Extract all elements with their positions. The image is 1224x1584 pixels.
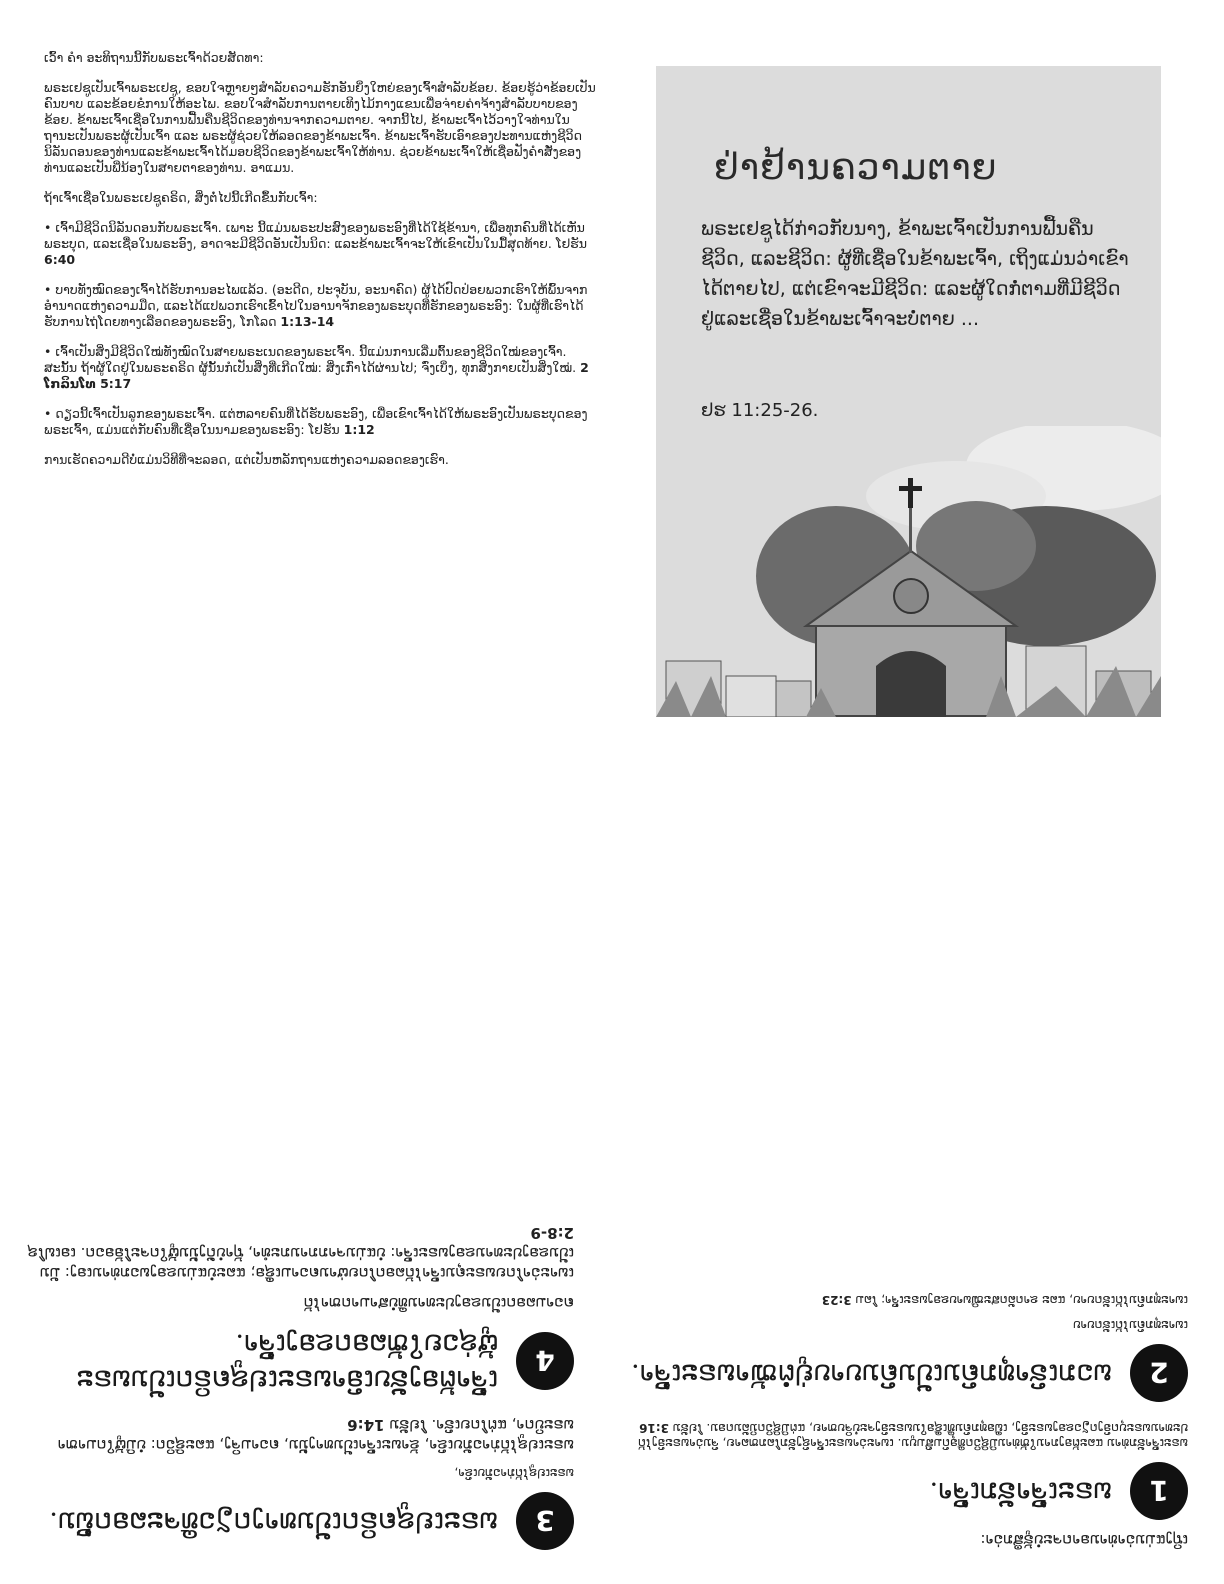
benefit-item — [44, 406, 596, 438]
step-title: ພຣະເຈົ້າຮັກເຈົ້າ. — [929, 1476, 1112, 1507]
prayer-panel — [44, 50, 596, 482]
benefit-ref: 6:40 — [44, 252, 76, 267]
benefit-text: • ດຽວນີ້ເຈົ້າເປັນລູກຂອງພຣະເຈົ້າ. ແຕ່ຫລາຍຄົນທີ່ໄດ້ຮັບພຣະອົງ, ເພື່ອເຂົາເຈົ້າໄດ້ໃຫ້ພຣະອົງເປັນພຣະບຸດຂອງພຣະເຈົ້າ, ແມ່ນແຕ່ກັບຄົນທີ່ເຊື່ອໃນນາມຂອງພຣະອົງ: ໂຢຮັນ — [44, 406, 588, 437]
step-ref: 3:23 — [821, 1293, 852, 1307]
step-1 — [628, 1420, 1188, 1550]
prayer-closing: ການເຮັດຄວາມດີບໍ່ແມ່ນວິທີທີ່ຈະລອດ, ແຕ່ເປັນຫລັກຖານແຫ່ງຄວາມລອດຂອງເຮົາ. — [44, 452, 449, 467]
benefit-item — [44, 344, 596, 392]
step-body — [22, 1415, 574, 1455]
step-body — [628, 1292, 1188, 1307]
benefit-ref: 2 ໂກລິນໂທ 5:17 — [44, 360, 589, 391]
step-number: 4 — [516, 1332, 574, 1390]
step-body-text: ເພາະວ່າໂດຍພຣະຄຸນເຈົ້າໄດ້ລອດໂດຍຜ່ານຄວາມເຊື່ອ; ແລະບໍ່ແມ່ນຂອງພວກທ່ານເອງ: ມັນເປັນຂອງປະທານຂອງພຣະເຈົ້າ: ບໍ່ແມ່ນຈາກການກະທຳ, ຖ້າບໍ່ດັ່ງນັ້ນຜູ້ໃດຈະໂອ້ອວດ. ເອເຟໂຊ — [27, 1244, 574, 1282]
steps-panel-right — [628, 820, 1188, 1550]
step-number: 3 — [516, 1492, 574, 1550]
benefit-ref: 1:13-14 — [280, 314, 335, 329]
step-body — [22, 1223, 574, 1283]
benefit-ref: 1:12 — [343, 422, 375, 437]
step-ref: 2:8-9 — [530, 1224, 574, 1242]
cover-title: ຢ່າຢ້ານຄວາມຕາຍ — [714, 147, 998, 188]
step-body — [628, 1420, 1188, 1450]
church-cemetery-photo — [656, 426, 1161, 717]
step-lead: ເພາະ​ທຸກ​ຄົນ​ໄດ້​ເຮັດ​ບາບ — [1073, 1318, 1188, 1332]
step-number: 1 — [1130, 1462, 1188, 1520]
step-2 — [628, 1292, 1188, 1402]
cover-reference: ຢຮ 11:25-26. — [701, 400, 819, 421]
benefit-text: • ບາບທັງໝົດຂອງເຈົ້າໄດ້ຮັບການອະໄພແລ້ວ. (ອະດີດ, ປະຈຸບັນ, ອະນາຄົດ) ຜູ້ໄດ້ປົດປ່ອຍພວກເຮົາໃຫ້ພົ້ນຈາກອຳນາດແຫ່ງຄວາມມືດ, ແລະໄດ້ແປພວກເຮົາເຂົ້າໄປໃນອານາຈັກຂອງພຣະບຸດທີ່ຮັກຂອງພຣະອົງ: ໃນຜູ້ທີ່ເຮົາໄດ້ຮັບການໄຖ່ໂດຍທາງເລືອດຂອງພຣະອົງ, ໂກໂລດ — [44, 282, 588, 329]
step-3 — [22, 1415, 574, 1550]
cover-verse: ພຣະເຢຊູໄດ້ກ່າວກັບນາງ, ຂ້າພະເຈົ້າເປັນການຟື້ນຄືນຊີວິດ, ແລະຊີວິດ: ຜູ້ທີ່ເຊື່ອໃນຂ້າພະເຈົ້າ, ເຖິງແມ່ນວ່າເຂົາໄດ້ຕາຍໄປ, ແຕ່ເຂົາຈະມີຊີວິດ: ແລະຜູ້ໃດກໍ່ຕາມທີ່ມີຊີວິດຢູ່ແລະເຊື່ອໃນຂ້າພະເຈົ້າຈະບໍ່ຕາຍ ... — [701, 218, 1129, 330]
step-lead: ເຖິງແມ່ນວ່າທ່ານອາດຈະບໍ່ຮູ້ສຶກວ່າ: — [980, 1531, 1188, 1549]
prayer-body: ພຣະເຢຊູເປັນເຈົ້າພຣະເຢຊູ, ຂອບໃຈຫຼາຍໆສຳລັບຄວາມຮັກອັນຍິ່ງໃຫຍ່ຂອງເຈົ້າສຳລັບຂ້ອຍ. ຂ້ອຍຮູ້ວ່າຂ້ອຍເປັນຄົນບາບ ແລະຂ້ອຍຂໍການໃຫ້ອະໄພ. ຂອບໃຈສຳລັບການຕາຍເທິງໄມ້ກາງແຂນເພື່ອຈ່າຍຄ່າຈ້າງສຳລັບບາບຂອງຂ້ອຍ. ຂ້າພະເຈົ້າເຊື່ອໃນການຟື້ນຄືນຊີວິດຂອງທ່ານຈາກຄວາມຕາຍ. ຈາກນີ້ໄປ, ຂ້າພະເຈົ້າໄວ້ວາງໃຈທ່ານໃນຖານະເປັນພຣະຜູ້ເປັນເຈົ້າ ແລະ ພຣະຜູ້ຊ່ວຍໃຫ້ລອດຂອງຂ້າພະເຈົ້າ. ຂ້າພະເຈົ້າຮັບເອົາຂອງປະທານແຫ່ງຊີວິດນິລັນດອນຂອງທ່ານແລະຂ້າພະເຈົ້າໄດ້ມອບຊີວິດຂອງຂ້າພະເຈົ້າໃຫ້ທ່ານ. ຊ່ວຍຂ້າພະເຈົ້າໃຫ້ເຊື່ອຟັງຄຳສັ່ງຂອງທ່ານແລະເປັນພີ່ນ້ອງໃນສາຍຕາຂອງທ່ານ. ອາແມນ. — [44, 80, 596, 175]
step-title: ພຣະເຢຊູຄຣິດເປັນທາງດຽວທີ່ຈະລອດພົ້ນ. — [49, 1506, 498, 1537]
benefit-text: • ເຈົ້າມີຊີວິດນິລັນດອນກັບພຣະເຈົ້າ. ເພາະ ນີ້ແມ່ນພຣະປະສົງຂອງພຣະອົງທີ່ໄດ້ໃຊ້ຂ້ານາ, ເພື່ອທຸກຄົນທີ່ໄດ້ເຫັນພຣະບຸດ, ແລະເຊື່ອໃນພຣະອົງ, ອາດຈະມີຊີວິດອັນເປັນນິດ: ແລະຂ້າພະເຈົ້າຈະໃຫ້ເຂົາເປັນໃນມື້ສຸດທ້າຍ. ໂຢຮັນ — [44, 220, 587, 251]
benefit-item — [44, 220, 596, 268]
step-body-text: ພຣະເຢຊູໄດ້ກ່າວກັບເຂົາ, ຂ້າພະເຈົ້າເປັນທາງນັ້ນ, ຄວາມຈິງ, ແລະຊີວິດ: ບໍ່ມີຜູ້ໃດມາຫາພຣະບິດາ, ແຕ່ໂດຍເຮົາ. ໂຢຮັນ — [57, 1416, 574, 1454]
prayer-intro: ຖ້າເຈົ້າເຊື່ອໃນພຣະເຢຊູຄຣິດ, ສິ່ງຕໍ່ໄປນີ້ເກີດຂຶ້ນກັບເຈົ້າ: — [44, 190, 318, 205]
benefit-item — [44, 282, 596, 330]
step-4 — [22, 1223, 574, 1397]
step-body-text: ເພາະທຸກຄົນໄດ້ເຮັດບາບ, ແລະ ຂາດລັດສະໝີພາບຂອງພຣະເຈົ້າ; ໂລມ — [855, 1293, 1188, 1307]
step-title: ເຈົ້າຕ້ອງຮັບເອົາພຣະເຢຊູຄຣິດເປັນພຣະຜູ້ຊ່ວຍໃຫ້ລອດຂອງເຈົ້າ. — [76, 1328, 498, 1395]
step-ref: 14:6 — [347, 1416, 385, 1434]
step-lead: ພຣະເຢຊູໄດ້ກ່າວກັບເຂົາ, — [454, 1466, 574, 1480]
prayer-heading: ເວົ້າ ຄຳ ອະທິຖານນີ້ກັບພຣະເຈົ້າດ້ວຍສັດທາ: — [44, 50, 264, 65]
step-title: ພວກ​ເຮົາ​ທຸກ​ຄົນ​ເປັນ​ຄົນ​ບາບ​ຢູ່​ຕໍ່​ໜ້າ​ພຣະ​ເຈົ້າ. — [631, 1358, 1112, 1389]
step-number: 2 — [1130, 1344, 1188, 1402]
step-lead: ຄວາມລອດເປັນຂອງປະທານທີ່ບໍ່ສາມາດຫາໄດ້ — [303, 1294, 574, 1312]
step-ref: 3:16 — [639, 1421, 669, 1435]
cover-panel — [656, 66, 1161, 717]
step-body-text: ພຣະເຈົ້າຮັກທ່ານ ແລະຕ້ອງການໃຫ້ທ່ານມີຊີວິດທີ່ອຸດົມສົມບູນ. ເພາະວ່າພຣະເຈົ້າຊົງຮັກໂລກຫລາຍ, ຈົນວ່າພຣະອົງໄດ້ປະທານພຣະບຸດອົງດຽວຂອງພຣະອົງ, ເພື່ອທຸກຄົນທີ່ເຊື່ອໃນພຣະອົງຈະບໍ່ຈິບຫາຍ, ແຕ່ມີຊີວິດນິລັນດອນ. ໂຢຮັນ — [637, 1421, 1188, 1450]
benefit-text: • ເຈົ້າເປັນສິ່ງມີຊີວິດໃໝ່ທັງໝົດໃນສາຍພຣະເນດຂອງພຣະເຈົ້າ. ນີ້ແມ່ນການເລີ່ມຕົ້ນຂອງຊີວິດໃໝ່ຂອງເຈົ້າ. ສະນັ້ນ ຖ້າຜູ້ໃດຢູ່ໃນພຣະຄຣິດ ຜູ້ນັ້ນກໍເປັນສິ່ງທີ່ເກີດໃໝ່: ສິ່ງເກົ່າໄດ້ຜ່ານໄປ; ຈົ່ງເບິ່ງ, ທຸກສິ່ງກາຍເປັນສິ່ງໃໝ່. — [44, 344, 577, 375]
steps-panel-left — [22, 860, 574, 1550]
